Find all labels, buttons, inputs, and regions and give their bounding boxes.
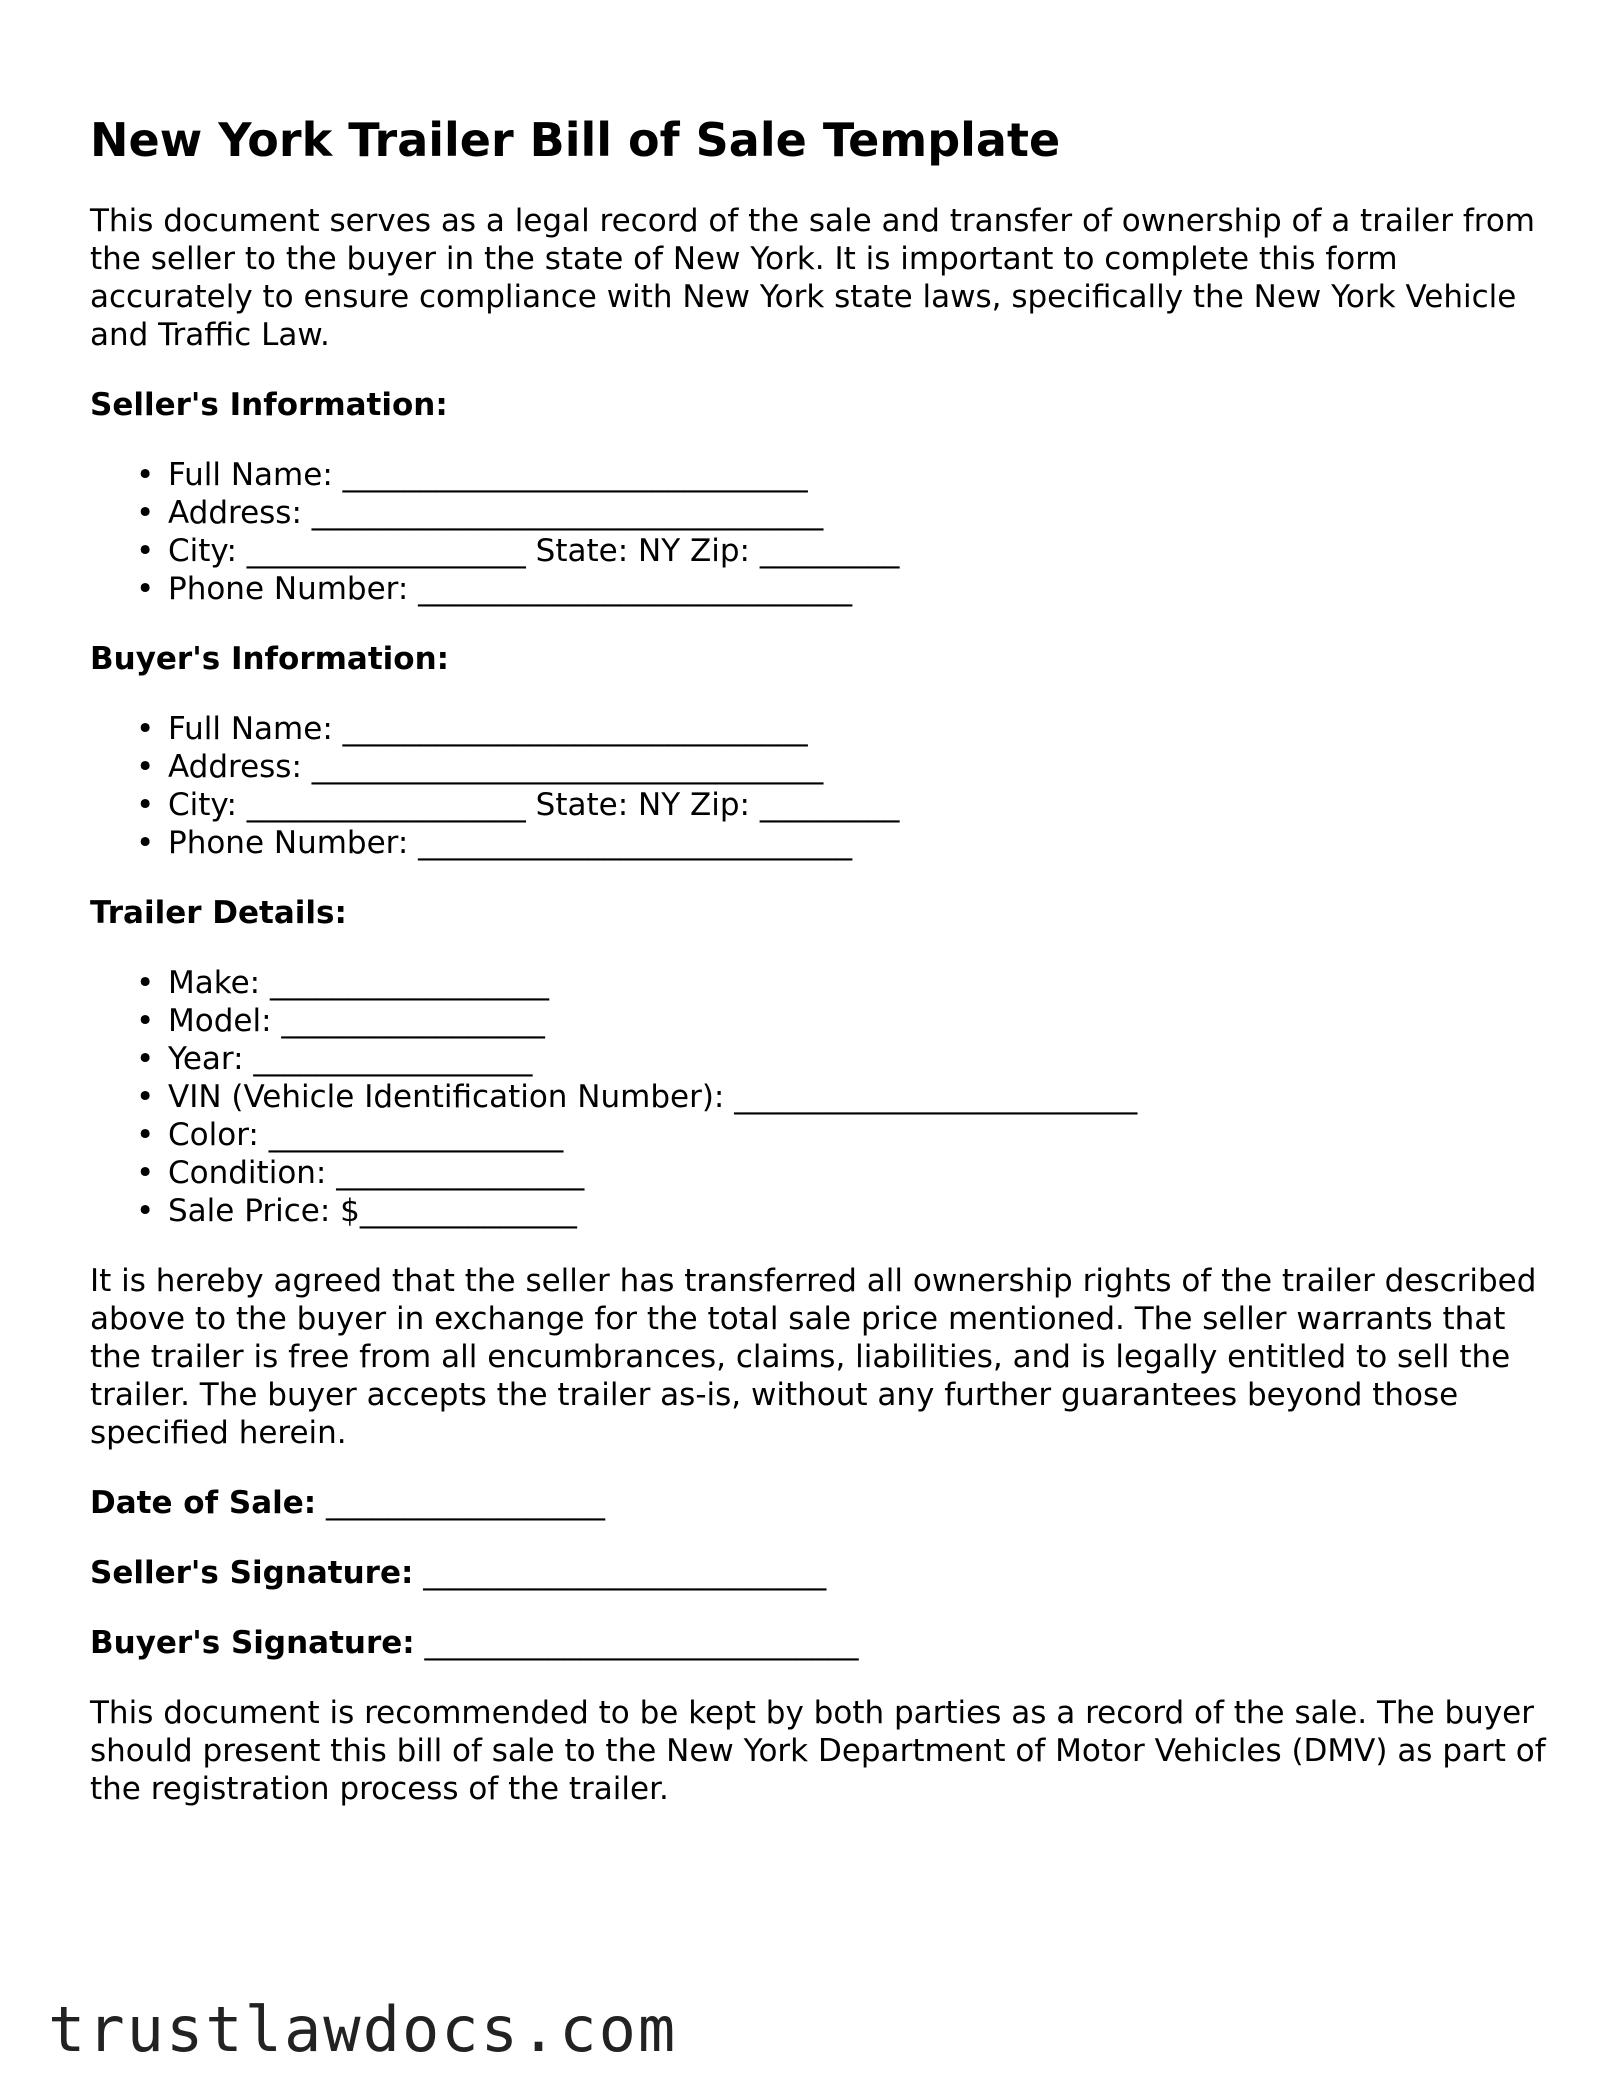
buyer-address-field: • Address: _________________________________ bbox=[136, 749, 824, 785]
bullet-icon: • bbox=[136, 1003, 155, 1039]
bullet-icon: • bbox=[136, 495, 155, 531]
bullet-icon: • bbox=[136, 1155, 155, 1191]
date-of-sale-label: Date of Sale: bbox=[90, 1485, 317, 1521]
seller-signature-field bbox=[90, 1554, 1560, 1592]
seller-full-name-field: • Full Name: ______________________________ bbox=[136, 457, 808, 493]
buyer-signature-field bbox=[90, 1624, 1560, 1662]
seller-phone-field: • Phone Number: ____________________________ bbox=[136, 571, 853, 607]
bullet-icon: • bbox=[136, 787, 155, 823]
site-watermark: trustlawdocs.com bbox=[48, 1993, 678, 2066]
trailer-model-field: • Model: _________________ bbox=[136, 1003, 545, 1039]
bullet-icon: • bbox=[136, 533, 155, 569]
seller-info-heading: Seller's Information: bbox=[90, 387, 448, 423]
buyer-signature-blank: ____________________________ bbox=[424, 1625, 859, 1661]
buyer-signature-label: Buyer's Signature: bbox=[90, 1625, 415, 1661]
date-of-sale-blank: __________________ bbox=[326, 1485, 606, 1521]
bullet-icon: • bbox=[136, 749, 155, 785]
bullet-icon: • bbox=[136, 965, 155, 1001]
bullet-icon: • bbox=[136, 1193, 155, 1229]
document-page bbox=[90, 108, 1560, 1808]
page-title: New York Trailer Bill of Sale Template bbox=[90, 113, 1061, 167]
seller-address-field: • Address: _________________________________ bbox=[136, 495, 824, 531]
date-of-sale-field bbox=[90, 1484, 1560, 1522]
seller-signature-blank: __________________________ bbox=[423, 1555, 827, 1591]
closing-paragraph: This document is recommended to be kept by both parties as a record of the sale. The buyer should present this bill of sale to the New York Department of Motor Vehicles (DMV) as part of the registration process of the trailer. bbox=[90, 1695, 1546, 1807]
buyer-info-list bbox=[90, 710, 1560, 862]
trailer-details-list bbox=[90, 964, 1560, 1230]
bullet-icon: • bbox=[136, 1041, 155, 1077]
intro-paragraph: This document serves as a legal record of the sale and transfer of ownership of a trailer from the seller to the buyer in the state of New York. It is important to complete this form accurately to ensure compliance with New York state laws, specifically the New York Vehicle and Traffic Law. bbox=[90, 203, 1535, 353]
trailer-year-field: • Year: __________________ bbox=[136, 1041, 533, 1077]
trailer-condition-field: • Condition: ________________ bbox=[136, 1155, 585, 1191]
bullet-icon: • bbox=[136, 1079, 155, 1115]
bullet-icon: • bbox=[136, 1117, 155, 1153]
agreement-paragraph: It is hereby agreed that the seller has transferred all ownership rights of the trailer described above to the buyer in exchange for the total sale price mentioned. The seller warrants that the trailer is free from all encumbrances, claims, liabilities, and is legally entitled to sell the trailer. The buyer accepts the trailer as-is, without any further guarantees beyond those specified herein. bbox=[90, 1263, 1537, 1451]
bullet-icon: • bbox=[136, 457, 155, 493]
trailer-sale-price-field: • Sale Price: $______________ bbox=[136, 1193, 577, 1229]
bullet-icon: • bbox=[136, 825, 155, 861]
bullet-icon: • bbox=[136, 711, 155, 747]
buyer-city-state-zip-field: • City: __________________ State: NY Zip: _________ bbox=[136, 787, 900, 823]
seller-info-list bbox=[90, 456, 1560, 608]
bullet-icon: • bbox=[136, 571, 155, 607]
trailer-make-field: • Make: __________________ bbox=[136, 965, 549, 1001]
trailer-vin-field: • VIN (Vehicle Identification Number): __________________________ bbox=[136, 1079, 1138, 1115]
trailer-details-heading: Trailer Details: bbox=[90, 895, 347, 931]
seller-signature-label: Seller's Signature: bbox=[90, 1555, 414, 1591]
buyer-info-heading: Buyer's Information: bbox=[90, 641, 450, 677]
buyer-phone-field: • Phone Number: ____________________________ bbox=[136, 825, 853, 861]
buyer-full-name-field: • Full Name: ______________________________ bbox=[136, 711, 808, 747]
seller-city-state-zip-field: • City: __________________ State: NY Zip: _________ bbox=[136, 533, 900, 569]
trailer-color-field: • Color: ___________________ bbox=[136, 1117, 564, 1153]
